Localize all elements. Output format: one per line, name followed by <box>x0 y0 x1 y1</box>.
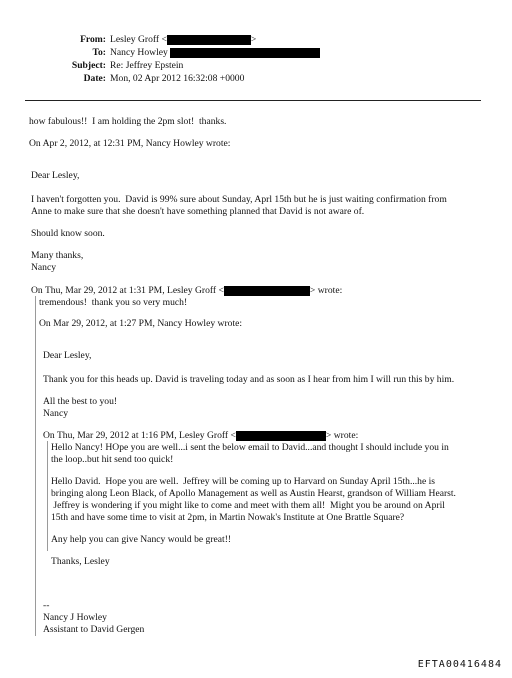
subject-value: Re: Jeffrey Epstein <box>110 60 184 71</box>
paragraph: Thank you for this heads up. David is traveling today and as soon as I hear from him I will run this by him. <box>43 374 455 385</box>
signature-name: Nancy <box>43 408 69 419</box>
header-divider <box>25 100 481 101</box>
quote-bar <box>47 441 48 551</box>
signature-title: Assistant to David Gergen <box>43 624 145 635</box>
signature-name: Nancy J Howley <box>43 612 107 623</box>
date-row <box>20 73 320 86</box>
to-label: To: <box>92 47 106 58</box>
quote-attribution <box>31 285 342 297</box>
quote-attribution: On Mar 29, 2012, at 1:27 PM, Nancy Howley wrote: <box>39 318 243 329</box>
paragraph-line: I haven't forgotten you. David is 99% sure about Sunday, Aprl 15th but he is just waiting confirmation from <box>31 194 447 205</box>
attribution-pre: On Thu, Mar 29, 2012 at 1:16 PM, Lesley Groff < <box>43 430 236 441</box>
quoted-line: the loop..but hit send too quick! <box>51 454 174 465</box>
redaction-box <box>167 35 251 45</box>
quoted-text: tremendous! thank you so very much! <box>39 297 188 308</box>
quoted-line: bringing along Leon Black, of Apollo Management as well as Austin Hearst, grandson of William Hearst. <box>51 488 456 499</box>
closing: All the best to you! <box>43 396 118 407</box>
date-label: Date: <box>83 73 106 84</box>
attribution-post: > wrote: <box>325 430 359 441</box>
attribution-post: > wrote: <box>309 285 343 296</box>
subject-row <box>20 60 320 73</box>
quote-bar <box>35 296 36 636</box>
paragraph: Should know soon. <box>31 228 105 239</box>
from-value: Lesley Groff < <box>110 34 167 45</box>
signature-separator: -- <box>43 600 50 611</box>
quoted-line: Any help you can give Nancy would be great!! <box>51 534 232 545</box>
quoted-line: Jeffrey is wondering if you might like to come and meet with them all! Might you be around on April <box>51 500 445 511</box>
document-id: EFTA00416484 <box>417 659 502 670</box>
email-header <box>20 34 320 86</box>
redaction-box <box>224 286 310 296</box>
salutation: Dear Lesley, <box>31 170 80 181</box>
quote-attribution: On Apr 2, 2012, at 12:31 PM, Nancy Howley wrote: <box>29 138 231 149</box>
subject-label: Subject: <box>71 60 106 71</box>
date-value: Mon, 02 Apr 2012 16:32:08 +0000 <box>110 73 245 84</box>
quoted-line: Hello David. Hope you are well. Jeffrey will be coming up to Harvard on Sunday April 15th...he is <box>51 476 436 487</box>
attribution-pre: On Thu, Mar 29, 2012 at 1:31 PM, Lesley Groff < <box>31 285 224 296</box>
quote-attribution <box>43 430 358 442</box>
from-row <box>20 34 320 47</box>
to-value: Nancy Howley <box>110 47 168 58</box>
quoted-line: Hello Nancy! HOpe you are well...i sent the below email to David...and thought I should include you in <box>51 442 449 453</box>
quoted-line: Thanks, Lesley <box>51 556 110 567</box>
redaction-box <box>236 431 326 441</box>
redaction-box <box>170 48 320 58</box>
quoted-line: 15th and have some time to visit at 2pm, in Martin Nowak's Institute at One Brattle Square? <box>51 512 405 523</box>
salutation: Dear Lesley, <box>43 350 92 361</box>
reply-text: how fabulous!! I am holding the 2pm slot! thanks. <box>29 116 227 127</box>
to-row <box>20 47 320 60</box>
signature-name: Nancy <box>31 262 57 273</box>
closing: Many thanks, <box>31 250 84 261</box>
paragraph-line: Anne to make sure that she doesn't have something planned that David is not aware of. <box>31 206 365 217</box>
from-tail: > <box>250 34 257 45</box>
from-label: From: <box>80 34 106 45</box>
